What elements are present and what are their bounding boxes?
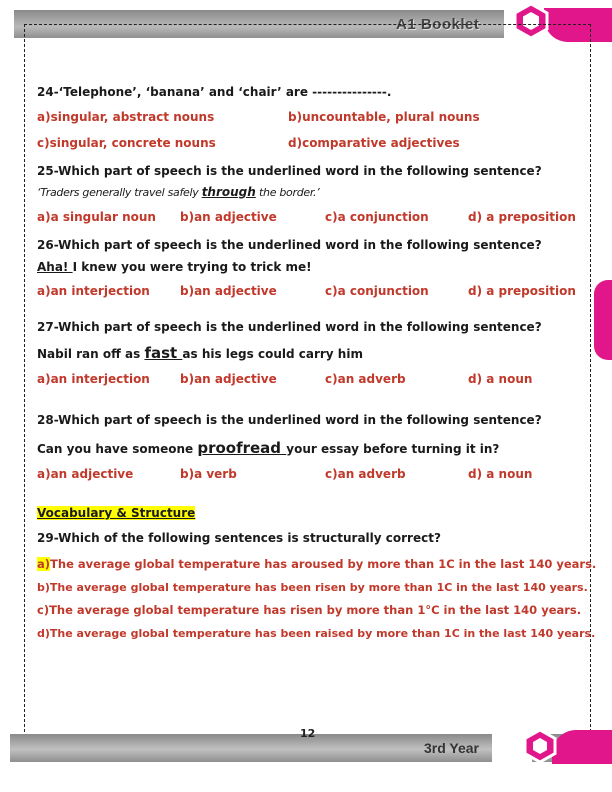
page-number: 12: [300, 727, 316, 740]
q24-option-a: a)singular, abstract nouns: [37, 110, 215, 124]
q24-option-b: b)uncountable, plural nouns: [288, 110, 480, 124]
q26-option-a: a)an interjection: [37, 284, 150, 298]
q29-option-b: [37, 581, 588, 594]
sentence-text: ‘Traders generally travel safely: [37, 186, 202, 199]
q26-option-d: d) a preposition: [468, 284, 576, 298]
option-letter: a): [37, 557, 51, 571]
underlined-word: proofread: [197, 439, 287, 457]
section-title: Vocabulary & Structure: [37, 506, 196, 520]
q26-option-b: b)an adjective: [180, 284, 277, 298]
question-25-sentence: [37, 185, 319, 199]
option-letter: b): [37, 581, 50, 594]
option-letter: d): [37, 627, 50, 640]
question-29-stem: 29-Which of the following sentences is structurally correct?: [37, 531, 441, 545]
question-25-stem: 25-Which part of speech is the underlined word in the following sentence?: [37, 164, 542, 178]
q24-option-d: d)comparative adjectives: [288, 136, 460, 150]
question-24-stem: 24-‘Telephone’, ‘banana’ and ‘chair’ are ---------------.: [37, 85, 392, 99]
hexagon-logo-icon: [522, 728, 558, 764]
q27-option-c: c)an adverb: [325, 372, 406, 386]
question-28-stem: 28-Which part of speech is the underlined word in the following sentence?: [37, 413, 542, 427]
question-27-stem: 27-Which part of speech is the underlined word in the following sentence?: [37, 320, 542, 334]
sentence-text: I knew you were trying to trick me!: [72, 260, 312, 274]
q25-option-c: c)a conjunction: [325, 210, 429, 224]
q25-option-b: b)an adjective: [180, 210, 277, 224]
q27-option-a: a)an interjection: [37, 372, 150, 386]
sentence-text: the border.’: [255, 186, 320, 199]
q28-option-d: d) a noun: [468, 467, 533, 481]
q28-option-b: b)a verb: [180, 467, 237, 481]
q28-option-a: a)an adjective: [37, 467, 134, 481]
q27-option-b: b)an adjective: [180, 372, 277, 386]
q29-option-c: [37, 603, 581, 617]
sentence-text: Nabil ran off as: [37, 347, 145, 361]
booklet-title: A1 Booklet: [396, 16, 480, 33]
side-accent: [594, 280, 612, 360]
q24-option-c: c)singular, concrete nouns: [37, 136, 216, 150]
question-26-stem: 26-Which part of speech is the underlined word in the following sentence?: [37, 238, 542, 252]
year-label: 3rd Year: [424, 740, 480, 756]
option-text: The average global temperature has aroused by more than 1C in the last 140 years.: [50, 557, 597, 571]
q27-option-d: d) a noun: [468, 372, 533, 386]
q29-option-d: [37, 627, 595, 640]
question-27-sentence: [37, 344, 363, 362]
sentence-text: Can you have someone: [37, 442, 198, 456]
footer-band: [10, 734, 570, 762]
sentence-text: your essay before turning it in?: [286, 442, 500, 456]
q25-option-a: a)a singular noun: [37, 210, 156, 224]
question-28-sentence: [37, 439, 499, 457]
page-frame: [24, 24, 591, 762]
option-text: The average global temperature has been raised by more than 1C in the last 140 years.: [49, 627, 596, 640]
q29-option-a: [37, 557, 596, 571]
q28-option-c: c)an adverb: [325, 467, 406, 481]
option-letter: c): [37, 603, 50, 617]
question-26-sentence: [37, 260, 312, 274]
q26-option-c: c)a conjunction: [325, 284, 429, 298]
option-text: The average global temperature has been risen by more than 1C in the last 140 years.: [49, 581, 588, 594]
option-text: The average global temperature has risen by more than 1°C in the last 140 years.: [49, 603, 582, 617]
underlined-word: Aha!: [37, 260, 73, 274]
underlined-word: through: [201, 185, 256, 199]
q25-option-d: d) a preposition: [468, 210, 576, 224]
sentence-text: as his legs could carry him: [182, 347, 363, 361]
footer-accent: [552, 730, 612, 764]
underlined-word: fast: [144, 344, 183, 362]
